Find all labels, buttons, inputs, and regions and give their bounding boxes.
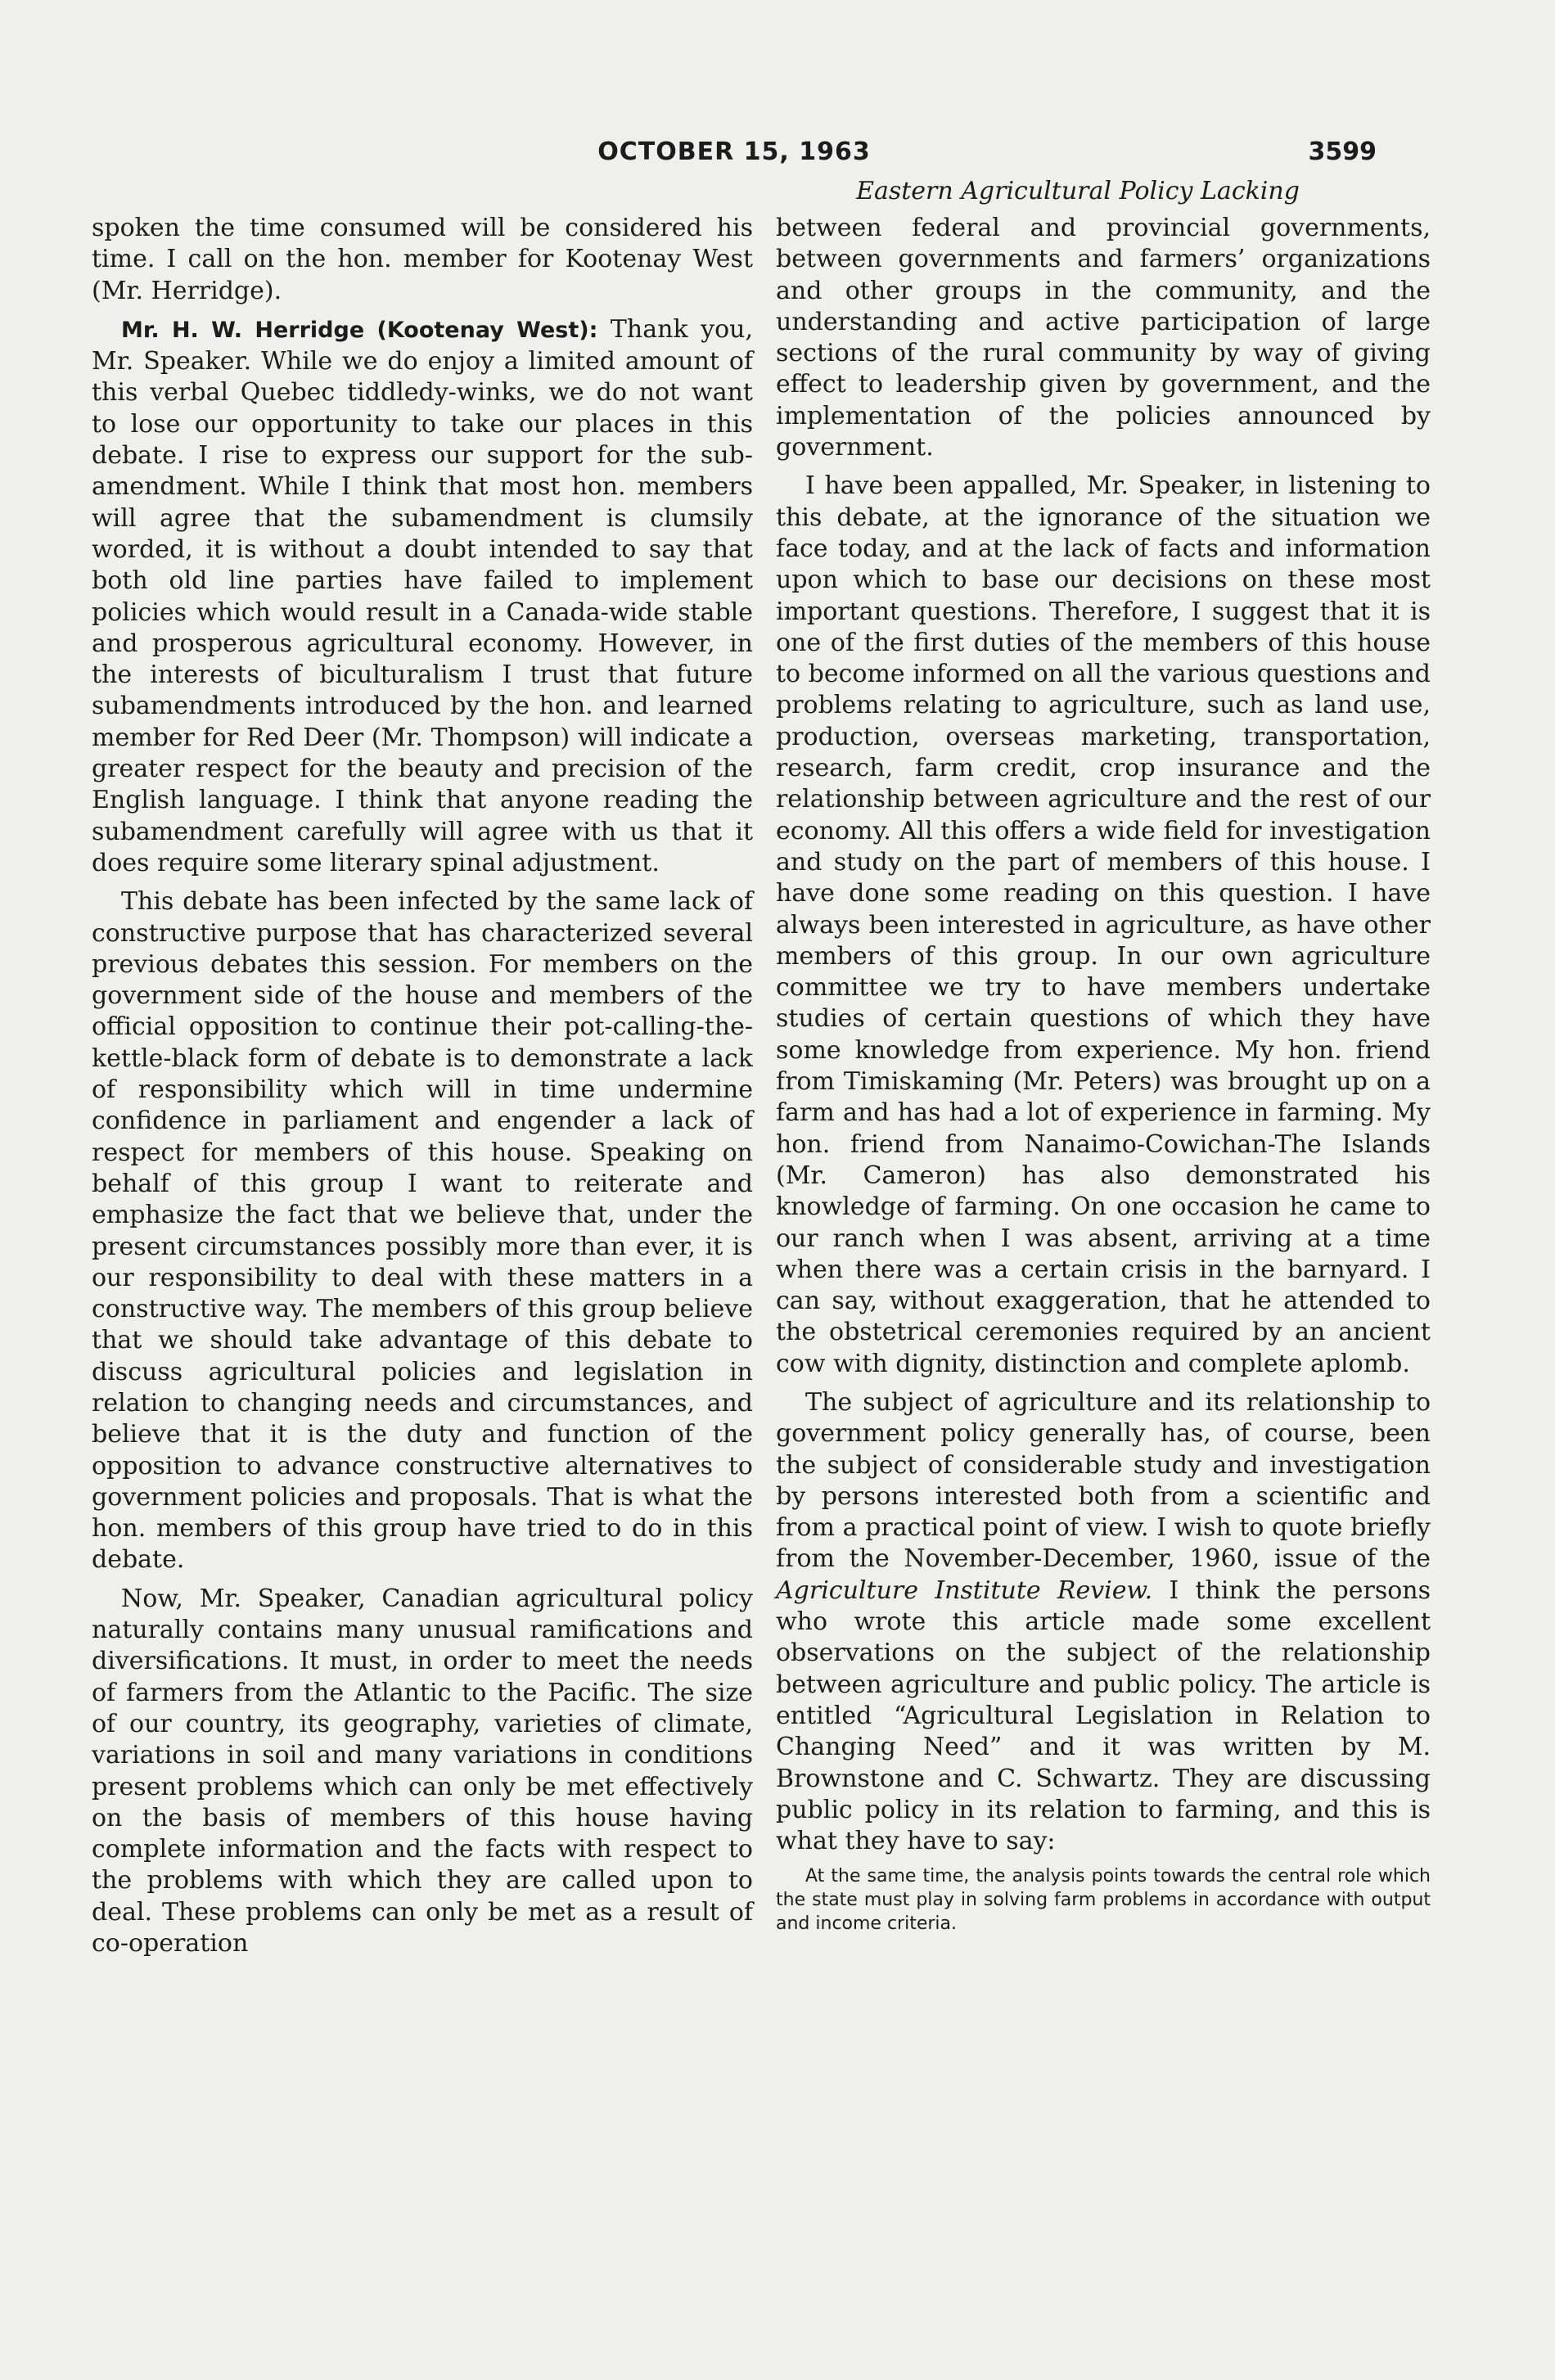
- speaker-name: Mr. H. W. Herridge (Kootenay West):: [121, 317, 598, 343]
- right-paragraph-2: I have been appalled, Mr. Speaker, in listening to this debate, at the ignorance of the situation we face today, and at the lack of facts and information upon which to base our decisions on these most important questions. Therefore, I suggest that it is one of the first duties of the members of this house to become informed on all the various questions and problems relating to agriculture, such as land use, production, overseas marketing, transportation, research, farm credit, crop insurance and the relationship between agriculture and the rest of our economy. All this offers a wide field for investigation and study on the part of members of this house. I have done some reading on this question. I have always been interested in agriculture, as have other members of this group. In our own agriculture committee we try to have members undertake studies of certain questions of which they have some knowledge from experience. My hon. friend from Timiskaming (Mr. Peters) was brought up on a farm and has had a lot of experience in farming. My hon. friend from Nanaimo-Cowichan-The Islands (Mr. Cameron) has also demonstrated his knowledge of farming. On one occasion he came to our ranch when I was absent, arriving at a time when there was a certain crisis in the barnyard. I can say, without exaggeration, that he attended to the obstetrical ceremonies required by an ancient cow with dignity, distinction and complete aplomb.: [776, 471, 1431, 1378]
- header-date: OCTOBER 15, 1963: [597, 137, 871, 166]
- left-column: [92, 213, 753, 1967]
- left-paragraph-1: spoken the time consumed will be considered his time. I call on the hon. member for Kootenay West (Mr. Herridge).: [92, 214, 753, 305]
- page-number: 3599: [1308, 137, 1377, 166]
- section-subheading: Eastern Agricultural Policy Lacking: [856, 177, 1300, 205]
- quote-text: At the same time, the analysis points towards the central role which the state must play in solving farm problems in accordance with output and income criteria.: [776, 1866, 1431, 1935]
- left-paragraph-3: This debate has been infected by the same lack of constructive purpose that has characterized several previous debates this session. For members on the government side of the house and members of the official opposition to continue their pot-calling-the-kettle-black form of debate is to demonstrate a lack of responsibility which will in time undermine confidence in parliament and engender a lack of respect for members of this house. Speaking on behalf of this group I want to reiterate and emphasize the fact that we believe that, under the present circumstances possibly more than ever, it is our responsibility to deal with these matters in a constructive way. The members of this group believe that we should take advantage of this debate to discuss agricultural policies and legislation in relation to changing needs and circumstances, and believe that it is the duty and function of the opposition to advance constructive alternatives to government policies and proposals. That is what the hon. members of this group have tried to do in this debate.: [92, 887, 753, 1575]
- block-quote: [776, 1864, 1431, 1936]
- paragraph-text: The subject of agriculture and its relationship to government policy generally has, of course, been the subject of considerable study and investigation by persons interested both from a scientific and from a practical point of view. I wish to quote briefly from the November-December, 1960, issue of the: [776, 1387, 1431, 1574]
- paragraph-text-cont: I think the persons who wrote this article made some excellent observations on the subject of the relationship between agriculture and public policy. The article is entitled “Agricultural Legislation in Relation to Changing Need” and it was written by M. Brownstone and C. Schwartz. They are discussing public policy in its relation to farming, and this is what they have to say:: [776, 1575, 1431, 1856]
- publication-title: Agriculture Institute Review.: [776, 1575, 1153, 1605]
- right-paragraph-3: [776, 1387, 1431, 1857]
- right-paragraph-1: between federal and provincial governments, between governments and farmers’ organizations and other groups in the community, and the understanding and active participation of large sections of the rural community by way of giving effect to leadership given by government, and the implementation of the policies announced by government.: [776, 214, 1431, 462]
- left-paragraph-2: [92, 314, 753, 879]
- page-header: [92, 137, 1377, 170]
- right-column: [776, 213, 1431, 1943]
- speech-text: Thank you, Mr. Speaker. While we do enjoy a limited amount of this verbal Quebec tiddledy-winks, we do not want to lose our opportunity to take our places in this debate. I rise to express our support for the subamendment. While I think that most hon. members will agree that the subamendment is clumsily worded, it is without a doubt intended to say that both old line parties have failed to implement policies which would result in a Canada-wide stable and prosperous agricultural economy. However, in the interests of biculturalism I trust that future subamendments introduced by the hon. and learned member for Red Deer (Mr. Thompson) will indicate a greater respect for the beauty and precision of the English language. I think that anyone reading the subamendment carefully will agree with us that it does require some literary spinal adjustment.: [92, 314, 754, 877]
- left-paragraph-4: Now, Mr. Speaker, Canadian agricultural policy naturally contains many unusual ramifications and diversifications. It must, in order to meet the needs of farmers from the Atlantic to the Pacific. The size of our country, its geography, varieties of climate, variations in soil and many variations in conditions present problems which can only be met effectively on the basis of members of this house having complete information and the facts with respect to the problems with which they are called upon to deal. These problems can only be met as a result of co-operation: [92, 1584, 753, 1959]
